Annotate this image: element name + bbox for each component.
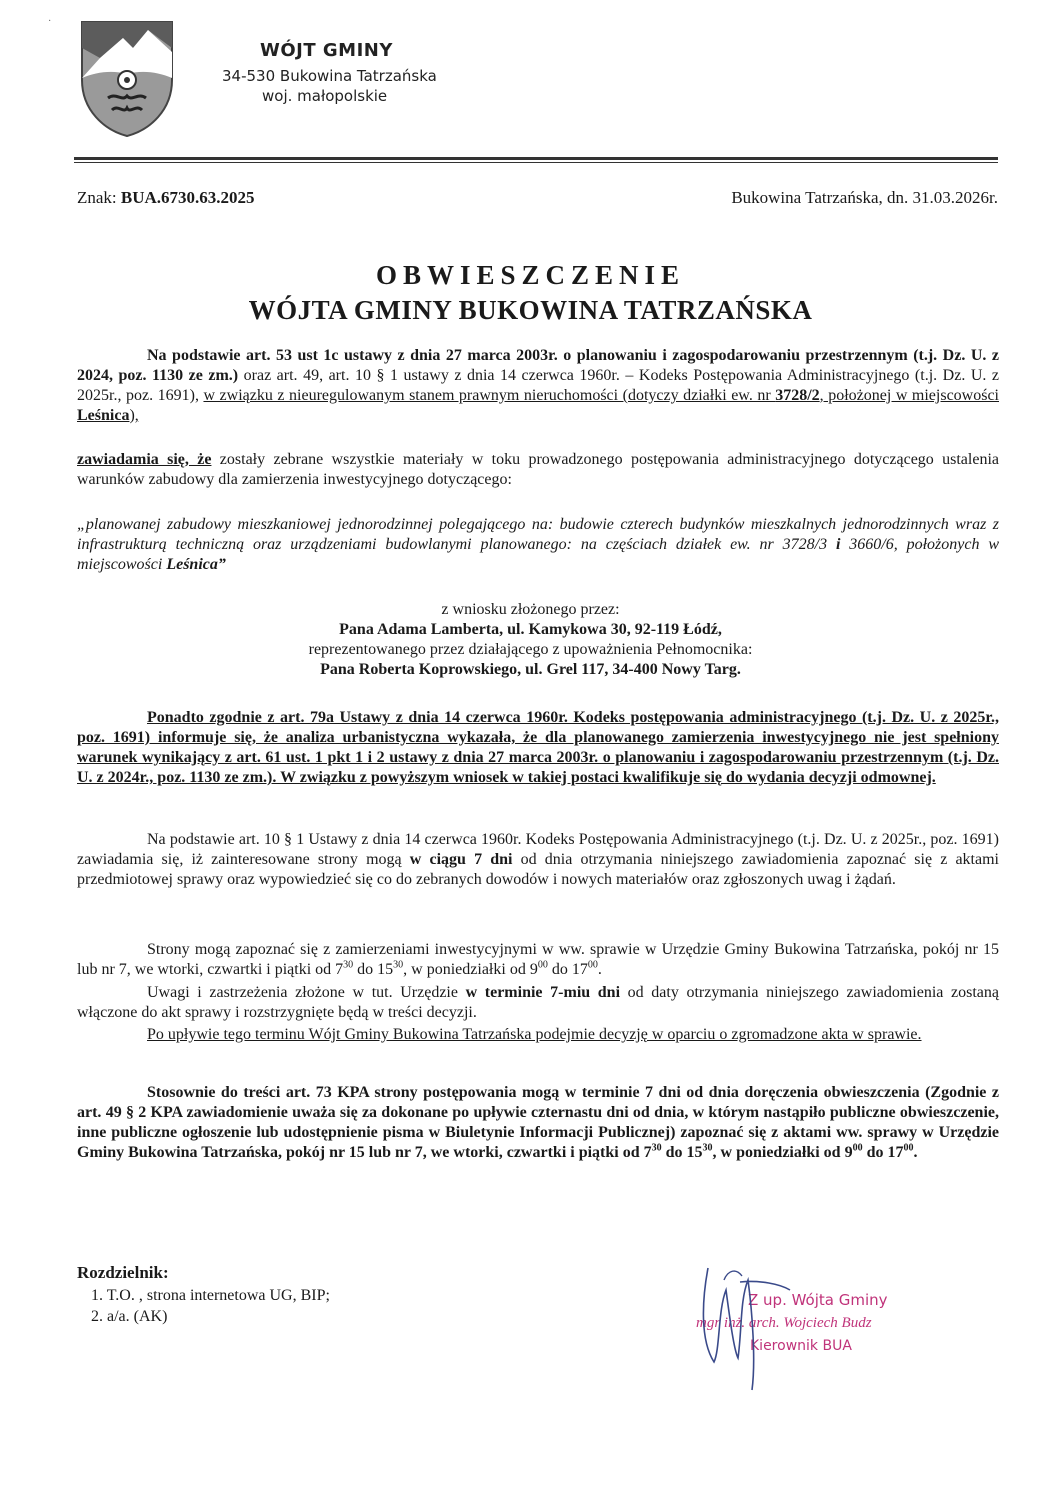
signature-icon [690,1250,890,1400]
distribution-heading: Rozdzielnik: [77,1263,169,1282]
distribution-item: 2. a/a. (AK) [91,1308,168,1325]
coat-of-arms-icon [78,18,176,138]
place-and-date: Bukowina Tatrzańska, dn. 31.03.2026r. [731,188,998,207]
distribution-item: 1. T.O. , strona internetowa UG, BIP; [91,1287,330,1304]
investment-description: „planowanej zabudowy mieszkaniowej jednorodzinnej polegającego na: budowie czterech budynków mieszkalnych jednorodzinnych wraz z infrastrukturą techniczną oraz urządzeniami budowlanymi planowanego: na częściach działek ew. nr 3728/3 i 3660/6, położonych w miejscowości Leśnica” [77,516,999,573]
issuer-address: 34-530 Bukowina Tatrzańska [222,67,437,85]
art10-paragraph: Na podstawie art. 10 § 1 Ustawy z dnia 14 czerwca 1960r. Kodeks Postępowania Administracyjnego (t.j. Dz. U. z 2025r., poz. 1691) zawiadamia się, iż zainteresowane strony mogą w ciągu 7 dni od dnia otrzymania niniejszego zawiadomienia zapoznać się z aktami przedmiotowej sprawy oraz wypowiedzieć się co do zebranych dowodów i nowych materiałów oraz zgłoszonych uwag i żądań. [77,831,999,888]
remarks-paragraph: Uwagi i zastrzeżenia złożone w tut. Urzędzie w terminie 7-miu dni od daty otrzymania niniejszego zawiadomienia zostaną włączone do akt sprawy i rozstrzygnięte będą w treści decyzji. [77,984,1000,1021]
art73-paragraph: Stosownie do treści art. 73 KPA strony postępowania mogą w terminie 7 dni od dnia doręczenia obwieszczenia (Zgodnie z art. 49 § 2 KPA zawiadomienie uważa się za dokonane po upływie czternastu dni od dnia, w którym nastąpiło publiczne obwieszczenie, inne publiczne ogłoszenie lub udostępnienie pisma w Biuletynie Informacji Publicznej) zapoznać się z aktami ww. sprawy w Urzędzie Gminy Bukowina Tatrzańska, pokój nr 15 lub nr 7, we wtorki, czwartki i piątki od $7^{30}$ do $15^{30}$, w poniedziałki od $9^{00}$ do $17^{00}$. [77,1084,999,1161]
stamp-line-1: Z up. Wójta Gminy [748,1291,888,1309]
stamp-line-2: mgr inż. arch. Wojciech Budz [696,1315,872,1331]
deadline-paragraph: Po upływie tego terminu Wójt Gminy Bukowina Tatrzańska podejmie decyzję w oparciu o zgromadzone akta w sprawie. [147,1026,922,1043]
office-hours-paragraph: Strony mogą zapoznać się z zamierzeniami inwestycyjnymi w ww. sprawie w Urzędzie Gminy Bukowina Tatrzańska, pokój nr 15 lub nr 7, we wtorki, czwartki i piątki od $7^{30}$ do $15^{30}$, w poniedziałki od $9^{00}$ do $17^{00}$. [77,941,999,978]
corner-mark: · [48,16,52,27]
issuer-header [222,40,437,105]
legal-basis-paragraph: Na podstawie art. 53 ust 1c ustawy z dnia 27 marca 2003r. o planowaniu i zagospodarowaniu przestrzennym (t.j. Dz. U. z 2024, poz. 1130 ze zm.) oraz art. 49, art. 10 § 1 ustawy z dnia 14 czerwca 1960r. – Kodeks Postępowania Administracyjnego (t.j. Dz. U. z 2025r., poz. 1691), w związku z nieuregulowanym stanem prawnym nieruchomości (dotyczy działki ew. nr 3728/2, położonej w miejscowości Leśnica), [77,347,1000,424]
reference-number: Znak: BUA.6730.63.2025 [77,188,255,207]
issuer-title: WÓJT GMINY [260,40,393,61]
header-divider [74,157,998,160]
document-title: OBWIESZCZENIE [375,260,686,290]
document-subtitle: WÓJTA GMINY BUKOWINA TATRZAŃSKA [248,295,813,325]
distribution-list [77,1262,330,1327]
notice-paragraph: zawiadamia się, że zostały zebrane wszystkie materiały w toku prowadzonego postępowania administracyjnego dotyczącego ustalenia warunków zabudowy dla zamierzenia inwestycyjnego dotyczącego: [77,451,1000,488]
applicant-block: z wniosku złożonego przez: Pana Adama Lamberta, ul. Kamykowa 30, 92-119 Łódź, reprezentowanego przez działającego z upoważnienia Pełnomocnika: Pana Roberta Koprowskiego, ul. Grel 117, 34-400 Nowy Targ. [308,601,753,678]
stamp-line-3: Kierownik BUA [750,1338,852,1354]
issuer-region: woj. małopolskie [262,87,388,105]
art79a-paragraph: Ponadto zgodnie z art. 79a Ustawy z dnia 14 czerwca 1960r. Kodeks postępowania administracyjnego (t.j. Dz. U. z 2025r., poz. 1691) informuje się, że analiza urbanistyczna wykazała, że dla planowanego zamierzenia inwestycyjnego nie jest spełniony warunek wynikający z art. 61 ust. 1 pkt 1 i 2 ustawy z dnia 27 marca 2003r. o planowaniu i zagospodarowaniu przestrzennym (t.j. Dz. U. z 2024r., poz. 1130 ze zm.). W związku z powyższym wniosek w takiej postaci kwalifikuje się do wydania decyzji odmownej. [77,709,999,786]
header-divider-thin [74,162,998,163]
